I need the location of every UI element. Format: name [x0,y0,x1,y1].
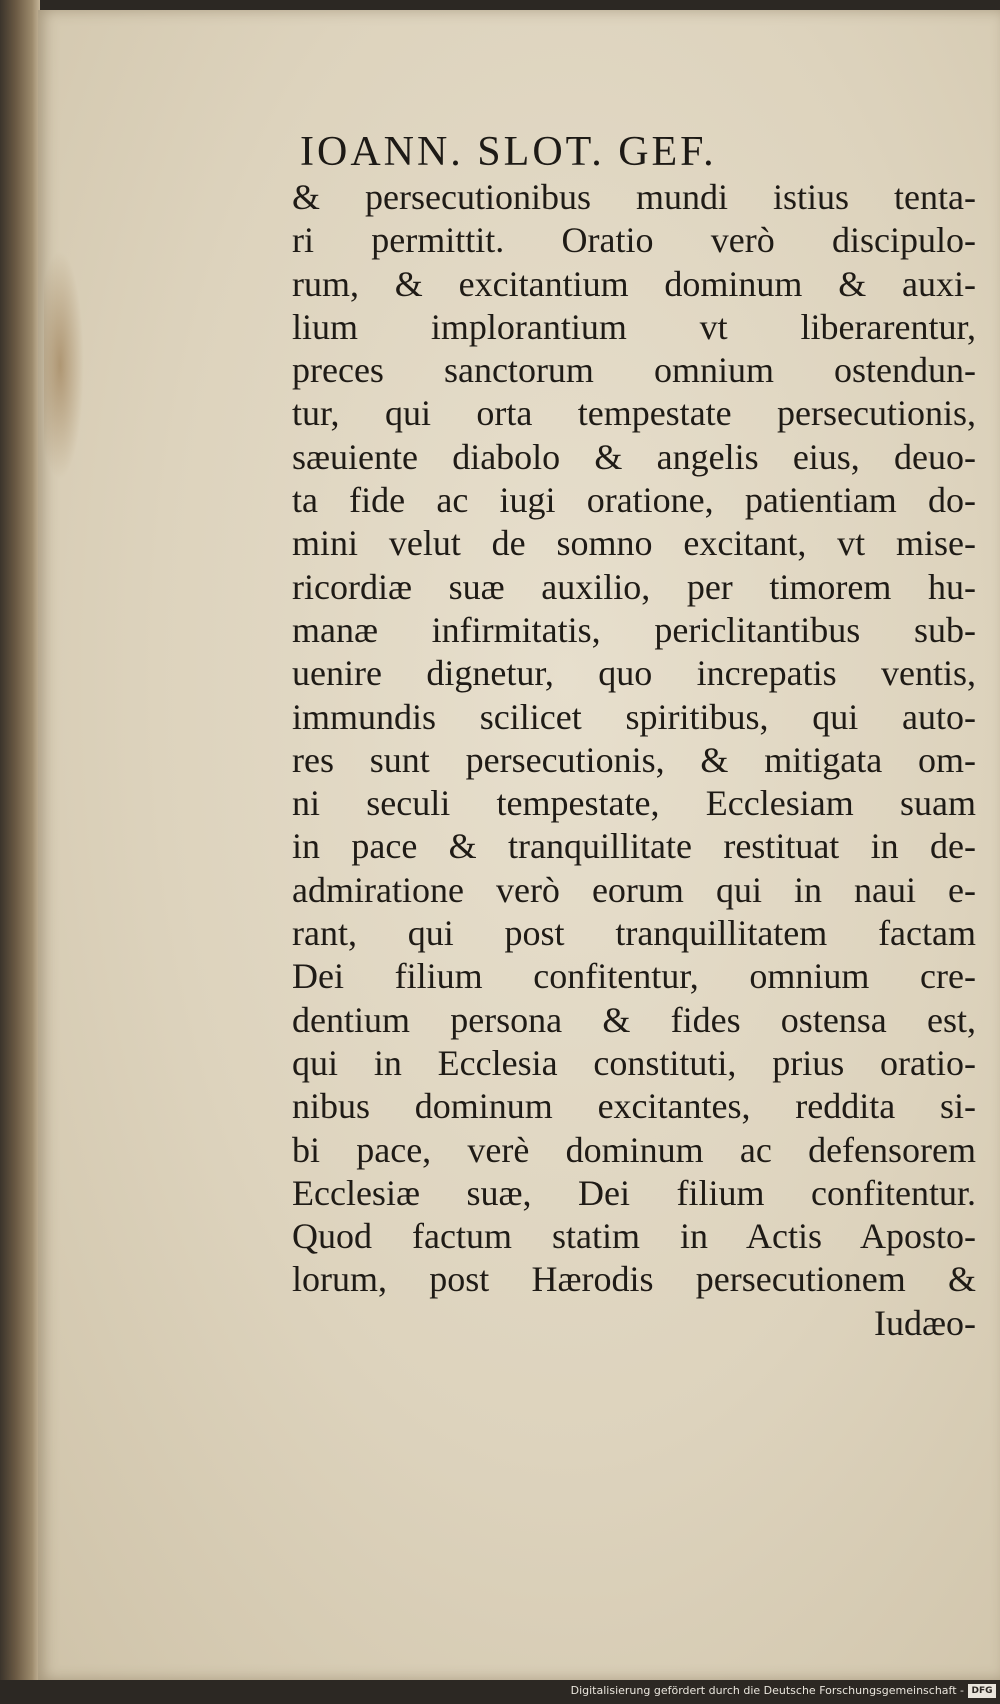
text-line: ri permittit. Oratio verò discipulo- [292,220,976,261]
text-line: dentium persona & fides ostensa est, [292,999,976,1040]
text-line: manæ infirmitatis, periclitantibus sub- [292,609,976,650]
text-line: ni seculi tempestate, Ecclesiam suam [292,783,976,824]
text-line: qui in Ecclesia constituti, prius oratio- [292,1042,976,1083]
book-page-edge [0,0,40,1704]
text-line: in pace & tranquillitate restituat in de- [292,826,976,867]
text-line: rum, & excitantium dominum & auxi- [292,263,976,304]
text-line: Dei filium confitentur, omnium cre- [292,956,976,997]
text-line: & persecutionibus mundi istius tenta- [292,177,976,217]
body-text [292,176,976,1345]
text-line: res sunt persecutionis, & mitigata om- [292,739,976,780]
text-line: uenire dignetur, quo increpatis ventis, [292,653,976,694]
text-line: admiratione verò eorum qui in naui e- [292,869,976,910]
text-line: ta fide ac iugi oratione, patientiam do- [292,480,976,521]
funding-credit: Digitalisierung gefördert durch die Deutsche Forschungsgemeinschaft - [570,1684,964,1697]
text-line: sæuiente diabolo & angelis eius, deuo- [292,436,976,477]
text-line: mini velut de somno excitant, vt mise- [292,523,976,564]
text-line: preces sanctorum omnium ostendun- [292,350,976,391]
text-line: ricordiæ suæ auxilio, per timorem hu- [292,566,976,607]
text-line: Ecclesiæ suæ, Dei filium confitentur. [292,1172,976,1213]
text-line: tur, qui orta tempestate persecutionis, [292,393,976,434]
text-line: lium implorantium vt liberarentur, [292,306,976,347]
text-line: immundis scilicet spiritibus, qui auto- [292,696,976,737]
running-head: IOANN. SLOT. GEF. [300,129,717,175]
text-line: lorum, post Hærodis persecutionem & [292,1259,976,1300]
catchword: Iudæo- [874,1302,976,1343]
text-line: rant, qui post tranquillitatem factam [292,913,976,954]
text-line: nibus dominum excitantes, reddita si- [292,1086,976,1127]
text-line: bi pace, verè dominum ac defensorem [292,1129,976,1170]
page-stain [44,250,84,480]
footer-bar [0,1680,1000,1704]
dfg-logo: DFG [968,1684,996,1698]
text-line: Quod factum statim in Actis Aposto- [292,1216,976,1257]
